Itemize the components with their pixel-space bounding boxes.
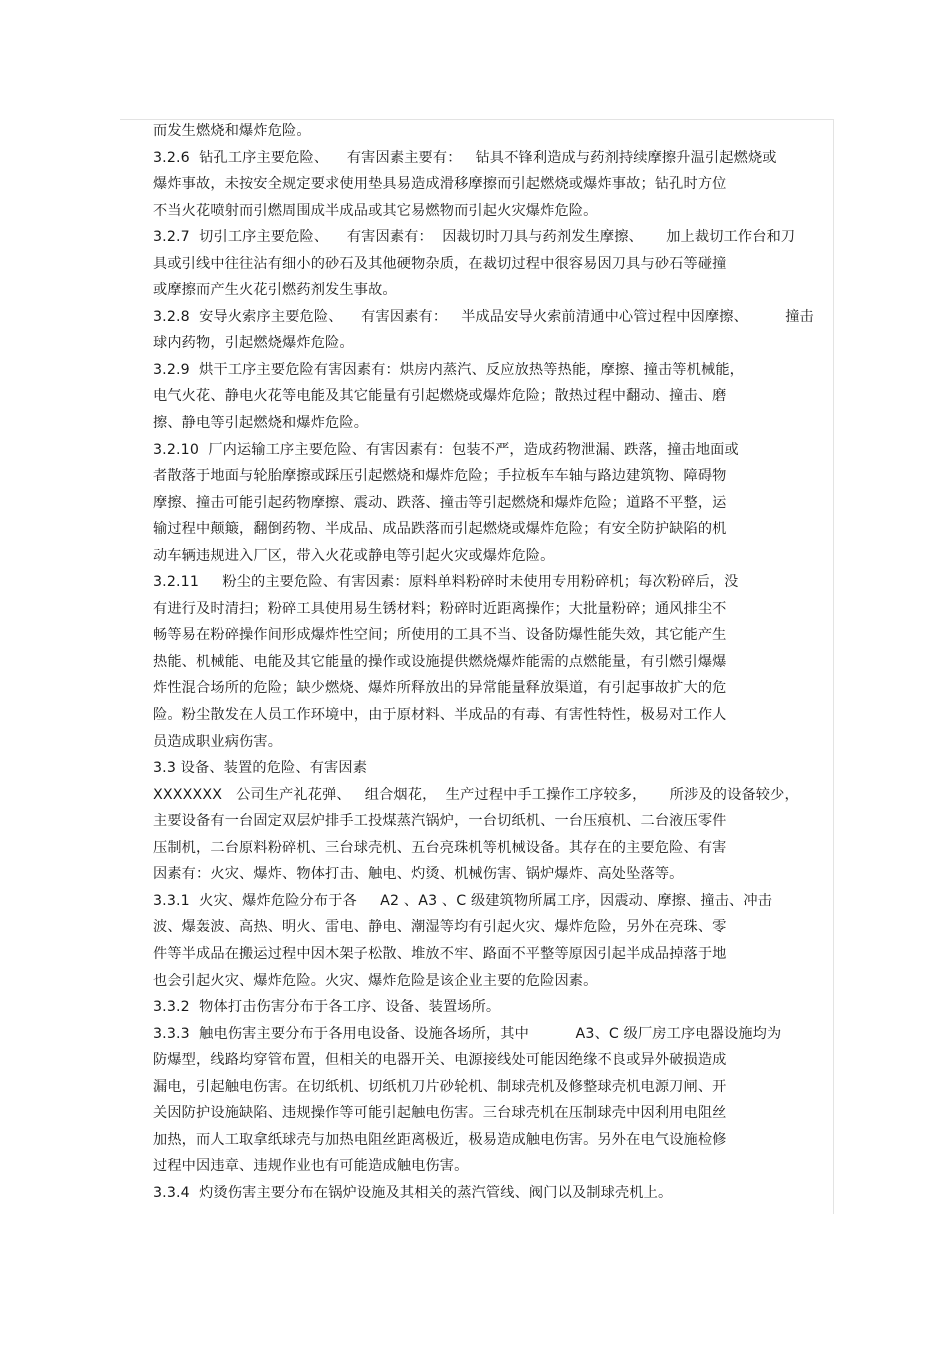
text-line: 3.3 设备、装置的危险、有害因素 bbox=[153, 760, 368, 777]
text-line: 险。粉尘散发在人员工作环境中，由于原材料、半成品的有毒、有害性特性，极易对工作人 bbox=[153, 707, 727, 724]
text-line: XXXXXXX 公司生产礼花弹、 组合烟花， 生产过程中手工操作工序较多， 所涉及的设备较少， bbox=[153, 786, 799, 803]
text-line: 摩擦、撞击可能引起药物摩擦、震动、跌落、撞击等引起燃烧和爆炸危险；道路不平整，运 bbox=[153, 494, 727, 511]
text-line: 漏电，引起触电伤害。在切纸机、切纸机刀片砂轮机、制球壳机及修整球壳机电源刀闸、开 bbox=[153, 1078, 727, 1095]
text-line: 也会引起火灾、爆炸危险。火灾、爆炸危险是该企业主要的危险因素。 bbox=[153, 972, 598, 989]
text-line: 具或引线中往往沾有细小的砂石及其他硬物杂质，在裁切过程中很容易因刀具与砂石等碰撞 bbox=[153, 255, 727, 272]
text-line: 擦、静电等引起燃烧和爆炸危险。 bbox=[153, 415, 369, 432]
text-line: 3.2.7 切引工序主要危险、 有害因素有： 因裁切时刀具与药剂发生摩擦、 加上裁切工作台和刀 bbox=[153, 229, 796, 246]
text-line: 3.3.4 灼烫伤害主要分布在锅炉设施及其相关的蒸汽管线、阀门以及制球壳机上。 bbox=[153, 1184, 673, 1201]
text-line: 而发生燃烧和爆炸危险。 bbox=[153, 123, 311, 139]
text-line: 或摩擦而产生火花引燃药剂发生事故。 bbox=[153, 282, 397, 299]
text-line: 件等半成品在搬运过程中因木架子松散、堆放不牢、路面不平整等原因引起半成品掉落于地 bbox=[153, 945, 727, 962]
page-border-right bbox=[833, 119, 834, 1214]
text-line: 关因防护设施缺陷、违规操作等可能引起触电伤害。三台球壳机在压制球壳中因利用电阻丝 bbox=[153, 1105, 727, 1122]
text-line: 3.2.8 安导火索序主要危险、 有害因素有： 半成品安导火索前清通中心管过程中因摩擦、 撞击 bbox=[153, 308, 814, 325]
text-line: 3.2.9 烘干工序主要危险有害因素有：烘房内蒸汽、反应放热等热能，摩擦、撞击等机械能， bbox=[153, 361, 744, 378]
document-body bbox=[153, 118, 829, 1206]
text-line: 员造成职业病伤害。 bbox=[153, 733, 283, 750]
text-line: 动车辆违规进入厂区，带入火花或静电等引起火灾或爆炸危险。 bbox=[153, 547, 555, 564]
text-line: 3.2.11 粉尘的主要危险、有害因素：原料单料粉碎时未使用专用粉碎机；每次粉碎后，没 bbox=[153, 574, 739, 591]
text-line: 3.2.6 钻孔工序主要危险、 有害因素主要有： 钻具不锋利造成与药剂持续摩擦升温引起燃烧或 bbox=[153, 149, 777, 166]
text-line: 电气火花、静电火花等电能及其它能量有引起燃烧或爆炸危险；散热过程中翻动、撞击、磨 bbox=[153, 388, 727, 405]
text-line: 3.3.1 火灾、爆炸危险分布于各 A2 、A3 、C 级建筑物所属工序，因震动、摩擦、撞击、冲击 bbox=[153, 892, 773, 909]
text-line: 不当火花喷射而引燃周围成半成品或其它易燃物而引起火灾爆炸危险。 bbox=[153, 202, 598, 219]
text-line: 3.2.10 厂内运输工序主要危险、有害因素有：包装不严，造成药物泄漏、跌落，撞击地面或 bbox=[153, 441, 739, 458]
text-line: 3.3.2 物体打击伤害分布于各工序、设备、装置场所。 bbox=[153, 999, 501, 1016]
text-line: 爆炸事故，未按安全规定要求使用垫具易造成滑移摩擦而引起燃烧或爆炸事故；钻孔时方位 bbox=[153, 176, 727, 193]
text-line: 因素有：火灾、爆炸、物体打击、触电、灼烫、机械伤害、锅炉爆炸、高处坠落等。 bbox=[153, 866, 684, 883]
text-line: 加热，而人工取拿纸球壳与加热电阻丝距离极近，极易造成触电伤害。另外在电气设施检修 bbox=[153, 1131, 727, 1148]
text-line: 波、爆轰波、高热、明火、雷电、静电、潮湿等均有引起火灾、爆炸危险，另外在亮珠、零 bbox=[153, 919, 727, 936]
text-line: 球内药物，引起燃烧爆炸危险。 bbox=[153, 335, 354, 352]
text-line: 畅等易在粉碎操作间形成爆炸性空间；所使用的工具不当、设备防爆性能失效，其它能产生 bbox=[153, 627, 727, 644]
text-line: 压制机，二台原料粉碎机、三台球壳机、五台亮珠机等机械设备。其存在的主要危险、有害 bbox=[153, 839, 727, 856]
text-line: 过程中因违章、违规作业也有可能造成触电伤害。 bbox=[153, 1158, 469, 1175]
text-line: 炸性混合场所的危险；缺少燃烧、爆炸所释放出的异常能量释放渠道，有引起事故扩大的危 bbox=[153, 680, 727, 697]
text-line: 输过程中颠簸，翻倒药物、半成品、成品跌落而引起燃烧或爆炸危险；有安全防护缺陷的机 bbox=[153, 521, 727, 538]
text-line: 主要设备有一台固定双层炉排手工投煤蒸汽锅炉，一台切纸机、一台压痕机、二台液压零件 bbox=[153, 813, 727, 830]
text-line: 者散落于地面与轮胎摩擦或踩压引起燃烧和爆炸危险；手拉板车车轴与路边建筑物、障碍物 bbox=[153, 468, 727, 485]
text-line: 热能、机械能、电能及其它能量的操作或设施提供燃烧爆炸能需的点燃能量，有引燃引爆爆 bbox=[153, 653, 727, 670]
text-line: 3.3.3 触电伤害主要分布于各用电设备、设施各场所，其中 A3、C 级厂房工序电器设施均为 bbox=[153, 1025, 782, 1042]
text-line: 防爆型，线路均穿管布置，但相关的电器开关、电源接线处可能因绝缘不良或异外破损造成 bbox=[153, 1052, 727, 1069]
text-line: 有进行及时清扫；粉碎工具使用易生锈材料；粉碎时近距离操作；大批量粉碎；通风排尘不 bbox=[153, 600, 727, 617]
